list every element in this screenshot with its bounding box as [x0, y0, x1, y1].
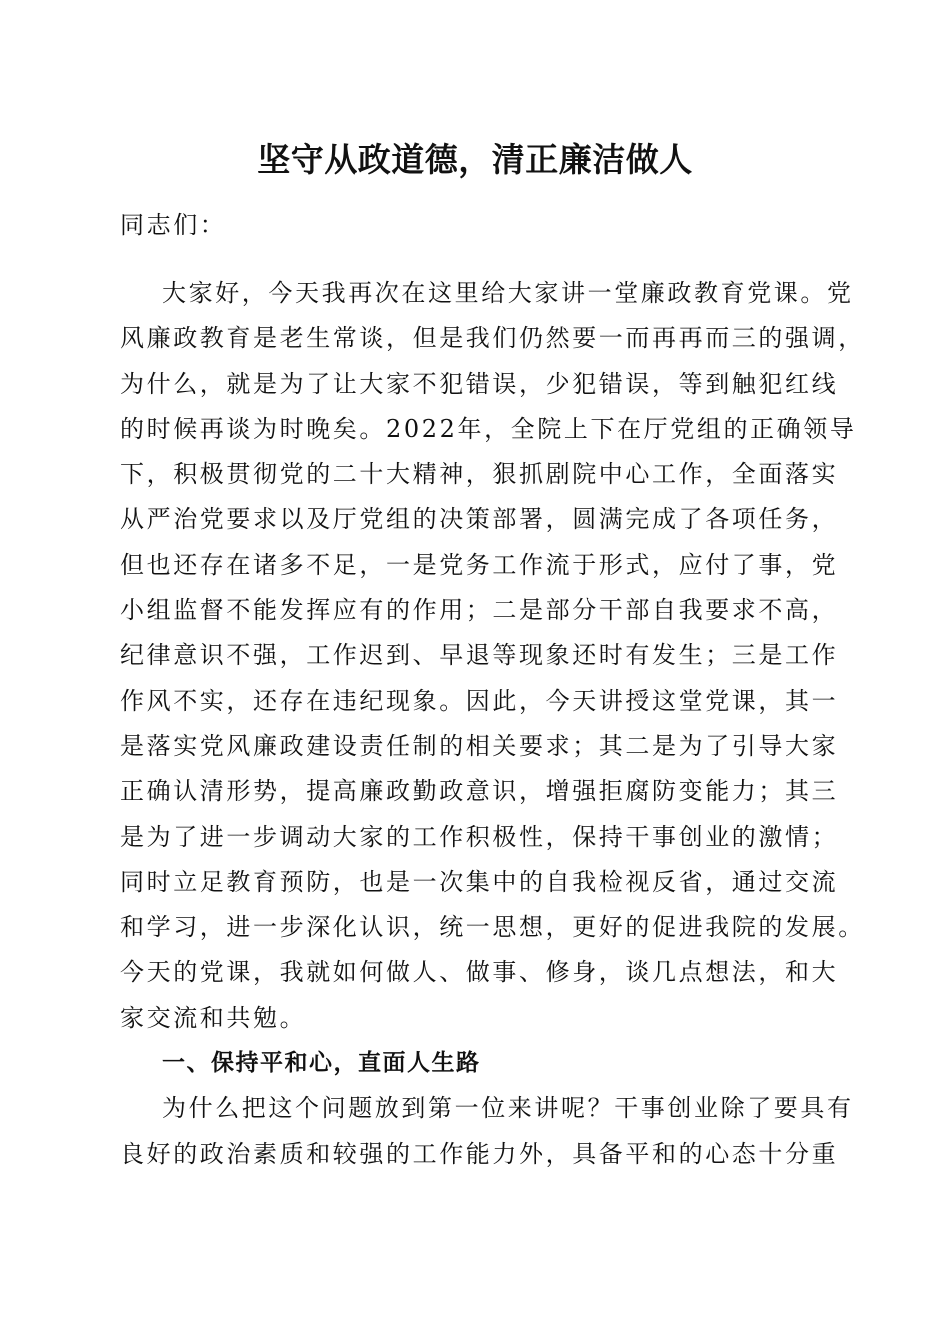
paragraph-line: 风廉政教育是老生常谈，但是我们仍然要一而再再而三的强调， — [120, 324, 865, 353]
paragraph-line: 的时候再谈为时晚矣。2022年，全院上下在厅党组的正确领导 — [120, 414, 857, 443]
paragraph-line: 良好的政治素质和较强的工作能力外，具备平和的心态十分重 — [120, 1139, 839, 1168]
paragraph-line: 小组监督不能发挥应有的作用；二是部分干部自我要求不高， — [120, 596, 839, 625]
paragraph-line: 正确认清形势，提高廉政勤政意识，增强拒腐防变能力；其三 — [120, 777, 839, 806]
section-heading: 一、保持平和心，直面人生路 — [162, 1050, 481, 1077]
document-title: 坚守从政道德，清正廉洁做人 — [257, 140, 693, 179]
paragraph-line: 是落实党风廉政建设责任制的相关要求；其二是为了引导大家 — [120, 731, 839, 760]
body-text — [120, 271, 865, 1177]
paragraph-line: 为什么，就是为了让大家不犯错误，少犯错误，等到触犯红线 — [120, 369, 839, 398]
paragraph-line: 今天的党课，我就如何做人、做事、修身，谈几点想法，和大 — [120, 958, 839, 987]
paragraph-line: 从严治党要求以及厅党组的决策部署，圆满完成了各项任务， — [120, 505, 839, 534]
salutation: 同志们： — [120, 211, 227, 239]
paragraph-line: 下，积极贯彻党的二十大精神，狠抓剧院中心工作，全面落实 — [120, 460, 839, 489]
paragraph-line: 是为了进一步调动大家的工作积极性，保持干事创业的激情； — [120, 822, 839, 851]
paragraph-line: 纪律意识不强，工作迟到、早退等现象还时有发生；三是工作 — [120, 641, 839, 670]
paragraph-line: 同时立足教育预防，也是一次集中的自我检视反省，通过交流 — [120, 867, 839, 896]
paragraph-line: 大家好，今天我再次在这里给大家讲一堂廉政教育党课。党 — [162, 279, 854, 307]
paragraph-line: 和学习，进一步深化认识，统一思想，更好的促进我院的发展。 — [120, 913, 865, 942]
paragraph-line: 作风不实，还存在违纪现象。因此，今天讲授这堂党课，其一 — [120, 686, 839, 715]
paragraph-line: 为什么把这个问题放到第一位来讲呢？干事创业除了要具有 — [162, 1094, 854, 1123]
paragraph-line: 但也还存在诸多不足，一是党务工作流于形式，应付了事，党 — [120, 550, 839, 579]
paragraph-line: 家交流和共勉。 — [120, 1003, 307, 1032]
